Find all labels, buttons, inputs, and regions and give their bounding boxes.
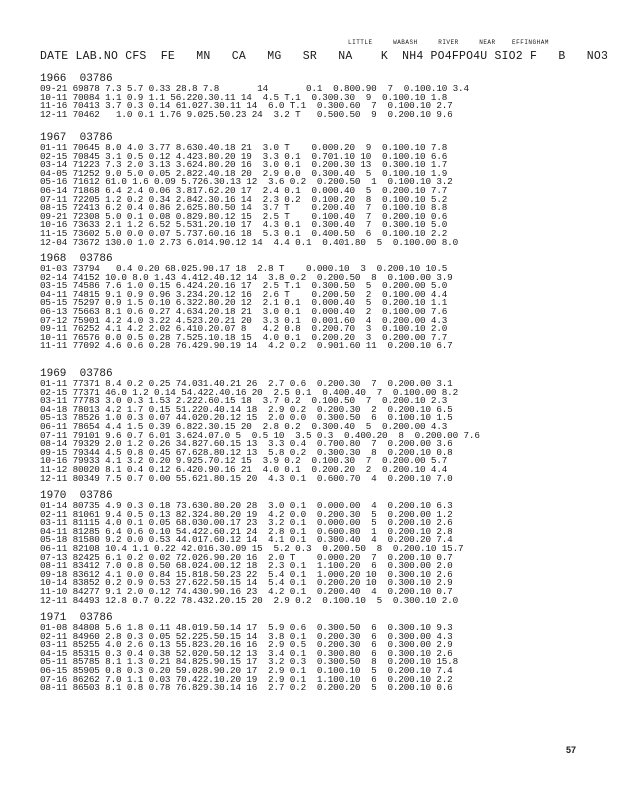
table-row: 04-05 71252 9.0 5.0 0.05 2.822.40.18 20 2.9 0.0 0.300.40 5 0.100.10 1.9 <box>40 167 448 179</box>
table-row: 03-11 81115 4.0 0.1 0.05 68.030.00.17 23 3.2 0.1 0.000.00 5 0.200.10 2.6 <box>40 517 453 529</box>
table-row: 04-15 85315 0.3 0.4 0.38 52.020.50.12 13 3.4 0.1 0.300.80 6 0.300.10 2.6 <box>40 647 453 659</box>
table-row: 07-11 72205 1.2 0.2 0.34 2.842.30.16 14 2.3 0.2 0.100.20 8 0.100.10 5.2 <box>40 193 448 205</box>
table-row: 12-11 70462 1.0 0.1 1.76 9.025.50.23 24 3.2 T 0.500.50 9 0.200.10 9.6 <box>40 108 453 120</box>
table-row: 10-14 83852 0.2 0.9 0.53 27.622.50.15 14 5.4 0.1 0.200.20 10 0.300.10 2.9 <box>40 577 453 589</box>
year-block-1968 <box>40 253 453 351</box>
year-block-1970 <box>40 490 463 605</box>
table-row: 06-13 75663 8.1 0.6 0.27 4.634.20.18 21 3.0 0.1 0.000.40 2 0.100.00 7.6 <box>40 305 448 317</box>
table-row: 08-14 79329 2.0 1.2 0.26 34.827.60.15 13 3.3 0.4 0.700.80 7 0.200.00 3.6 <box>40 438 453 450</box>
table-row: 01-08 84808 5.6 1.8 0.11 48.019.50.14 17 5.9 0.6 0.300.50 6 0.300.10 9.3 <box>40 622 453 633</box>
table-row: 11-10 84277 9.1 2.0 0.12 74.430.90.16 23 4.2 0.1 0.200.40 4 0.200.10 0.7 <box>40 585 453 597</box>
table-row: 09-11 76252 4.1 4.2 2.02 6.410.20.07 8 4.2 0.8 0.200.70 3 0.100.10 2.0 <box>40 323 448 335</box>
table-row: 01-03 73794 0.4 0.20 68.025.90.17 18 2.8 T 0.000.10 3 0.200.10 10.5 <box>40 263 448 274</box>
year-block-1969 <box>40 368 480 483</box>
table-row: 08-11 86503 8.1 0.8 0.78 76.829.30.14 16 2.7 0.2 0.200.20 5 0.200.10 0.6 <box>40 682 453 694</box>
table-row: 08-11 83412 7.0 0.8 0.50 68.024.00.12 18 2.3 0.1 1.100.20 6 0.300.00 2.0 <box>40 560 453 572</box>
table-row: 02-14 74152 10.0 8.0 1.43 4.412.40.12 14 3.8 0.2 0.200.50 8 0.100.00 3.9 <box>40 271 453 283</box>
table-row: 05-11 85785 8.1 1.3 0.21 84.825.90.15 17 3.2 0.3 0.300.50 8 0.200.10 15.8 <box>40 656 459 668</box>
table-row: 05-15 75297 0.9 1.5 0.10 6.322.80.20 12 2.1 0.1 0.000.40 5 0.200.10 1.1 <box>40 297 448 309</box>
table-row: 02-11 81061 9.4 0.5 0.13 82.324.80.20 19 4.2 0.0 0.200.30 5 0.200.00 1.2 <box>40 508 453 520</box>
table-row: 10-11 76576 0.0 0.5 0.28 7.525.10.18 15 4.0 0.1 0.200.20 3 0.200.00 7.7 <box>40 331 448 343</box>
table-row: 04-18 78013 4.2 1.7 0.15 51.220.40.14 18 2.9 0.2 0.200.30 2 0.200.10 6.5 <box>40 403 453 415</box>
table-row: 03-14 71223 7.3 2.0 3.13 3.624.80.20 16 3.0 0.1 0.200.30 13 0.300.10 1.7 <box>40 159 448 171</box>
table-row: 04-11 74815 9.1 0.9 0.96 3.234.20.12 16 2.6 T 0.200.50 2 0.100.00 4.4 <box>40 288 448 300</box>
table-row: 03-15 74586 7.6 1.0 0.15 6.424.20.16 17 2.5 T.1 0.300.50 5 0.200.00 5.0 <box>40 280 448 292</box>
table-row: 10-16 79933 4.1 3.2 0.20 9.925.70.12 15 3.9 0.2 0.100.30 7 0.200.00 5.7 <box>40 455 448 467</box>
table-row: 12-11 84493 12.8 0.7 0.22 78.432.20.15 20 2.9 0.2 0.100.10 5 0.300.10 2.0 <box>40 594 459 606</box>
year-label: 1971 03786 <box>40 612 113 624</box>
page-number: 57 <box>566 745 577 755</box>
year-block-1971 <box>40 612 458 693</box>
table-row: 06-11 82108 10.4 1.1 0.22 42.016.30.09 15 5.2 0.3 0.200.50 8 0.200.10 15.7 <box>40 542 464 554</box>
table-row: 09-21 69878 7.3 5.7 0.33 28.8 7.8 14 0.1 0.800.90 7 0.100.10 3.4 <box>40 83 469 94</box>
table-row: 05-13 78526 1.0 0.3 0.07 44.020.20.12 15 2.0 0.0 0.300.50 6 0.100.10 1.5 <box>40 412 453 424</box>
table-row: 05-18 81580 9.2 0.0 0.53 44.017.60.12 14 4.1 0.1 0.300.40 4 0.200.20 7.4 <box>40 534 453 546</box>
year-block-1967 <box>40 132 458 247</box>
year-label: 1967 03786 <box>40 132 113 144</box>
table-row: 12-11 80349 7.5 0.7 0.00 55.621.80.15 20 4.3 0.1 0.600.70 4 0.200.10 7.0 <box>40 472 453 484</box>
table-row: 08-15 72413 6.2 0.4 0.86 2.625.80.50 14 3.7 T 0.200.40 7 0.100.10 8.8 <box>40 202 448 214</box>
table-row: 02-15 77371 46.0 1.2 0.14 54.422.40.16 20 2.5 0.1 0.400.40 7 0.100.00 8.2 <box>40 386 459 398</box>
table-row: 09-15 79344 4.5 0.8 0.45 67.628.80.12 13 5.8 0.2 0.300.30 8 0.200.10 0.8 <box>40 446 453 458</box>
table-row: 03-11 77783 3.0 0.3 1.53 2.222.60.15 18 3.7 0.2 0.100.50 7 0.200.10 2.3 <box>40 395 448 407</box>
year-label: 1966 03786 <box>40 73 113 85</box>
table-row: 02-15 70845 3.1 0.5 0.12 4.423.80.20 19 3.3 0.1 0.701.10 10 0.100.10 6.6 <box>40 150 448 162</box>
table-row: 12-04 73672 130.0 1.0 2.73 6.014.90.12 14 4.4 0.1 0.401.80 5 0.100.00 8.0 <box>40 236 459 248</box>
year-label: 1969 03786 <box>40 368 113 380</box>
site-caption: LITTLE WABASH RIVER NEAR EFFINGHAM <box>348 39 549 46</box>
table-row: 05-16 71612 61.0 1.6 0.09 5.726.30.13 12 3.6 0.2 0.200.50 1 0.100.10 3.2 <box>40 176 453 188</box>
table-row: 06-14 71868 6.4 2.4 0.06 3.817.62.20 17 2.4 0.1 0.000.40 5 0.200.10 7.7 <box>40 184 448 196</box>
column-header: DATE LAB.NO CFS FE MN CA MG SR NA K NH4 PO4FPO4U SIO2 F B NO3 <box>40 50 609 63</box>
table-row: 11-11 77092 4.6 0.6 0.28 76.429.90.19 14 4.2 0.2 0.901.60 11 0.200.10 6.7 <box>40 340 453 352</box>
year-label: 1968 03786 <box>40 253 113 265</box>
table-row: 11-15 73602 5.0 0.0 0.07 5.737.60.16 18 5.3 0.1 0.400.50 6 0.100.10 2.2 <box>40 227 448 239</box>
table-row: 09-18 83612 4.1 0.0 0.84 15.818.50.23 22 5.4 0.1 1.000.20 10 0.300.10 2.6 <box>40 568 453 580</box>
table-row: 03-11 85255 4.0 2.6 0.13 55.823.20.16 16 2.9 0.5 0.200.30 6 0.300.00 2.9 <box>40 639 453 651</box>
table-row: 07-16 86262 7.0 1.1 0.03 70.422.10.20 19 2.9 0.1 1.100.10 6 0.200.10 2.2 <box>40 673 453 685</box>
table-row: 07-13 82425 6.1 0.2 0.02 72.026.90.20 16 2.0 T 0.000.20 7 0.200.10 0.7 <box>40 551 453 563</box>
table-row: 01-11 70645 8.0 4.0 3.77 8.630.40.18 21 3.0 T 0.000.20 9 0.100.10 7.8 <box>40 142 448 153</box>
table-row: 07-12 75901 4.2 4.0 3.22 4.523.20.21 20 3.3 0.1 0.001.60 4 0.200.00 4.3 <box>40 314 448 326</box>
year-block-1966 <box>40 73 469 119</box>
table-row: 11-12 80020 8.1 0.4 0.12 6.420.90.16 21 4.0 0.1 0.200.20 2 0.200.10 4.4 <box>40 463 448 475</box>
year-label: 1970 03786 <box>40 490 113 502</box>
table-row: 01-11 77371 8.4 0.2 0.25 74.031.40.21 26 2.7 0.6 0.200.30 7 0.200.00 3.1 <box>40 378 453 389</box>
table-row: 10-16 73633 2.1 1.2 6.52 5.531.20.10 17 4.3 0.1 0.300.40 7 0.300.10 5.0 <box>40 219 448 231</box>
table-row: 04-11 81285 6.4 0.6 0.10 54.422.60.21 24 2.8 0.1 0.600.80 1 0.200.10 2.8 <box>40 525 453 537</box>
table-row: 07-11 79101 9.6 0.7 6.01 3.624.07.0 5 0.5 10 3.5 0.3 0.400.20 8 0.200.00 7.6 <box>40 429 480 441</box>
table-row: 06-15 85905 0.8 0.3 0.20 59.028.90.20 17 2.9 0.1 0.100.10 5 0.200.10 7.4 <box>40 664 453 676</box>
table-row: 11-16 70413 3.7 0.3 0.14 61.027.30.11 14 6.0 T.1 0.300.60 7 0.100.10 2.7 <box>40 100 453 112</box>
table-row: 01-14 80735 4.9 0.3 0.18 73.630.80.20 28 3.0 0.1 0.000.00 4 0.200.10 6.3 <box>40 500 453 511</box>
table-row: 06-11 78654 4.4 1.5 0.39 6.822.30.15 20 2.8 0.2 0.300.40 5 0.200.00 4.3 <box>40 420 448 432</box>
table-row: 10-11 70084 1.1 0.9 1.1 56.220.30.11 14 4.5 T.1 0.300.30 9 0.100.10 1.8 <box>40 91 448 103</box>
table-row: 02-11 84960 2.8 0.3 0.05 52.225.50.15 14 3.8 0.1 0.200.30 6 0.300.00 4.3 <box>40 630 453 642</box>
table-row: 09-21 72308 5.0 0.1 0.08 0.829.80.12 15 2.5 T 0.100.40 7 0.200.10 0.6 <box>40 210 448 222</box>
